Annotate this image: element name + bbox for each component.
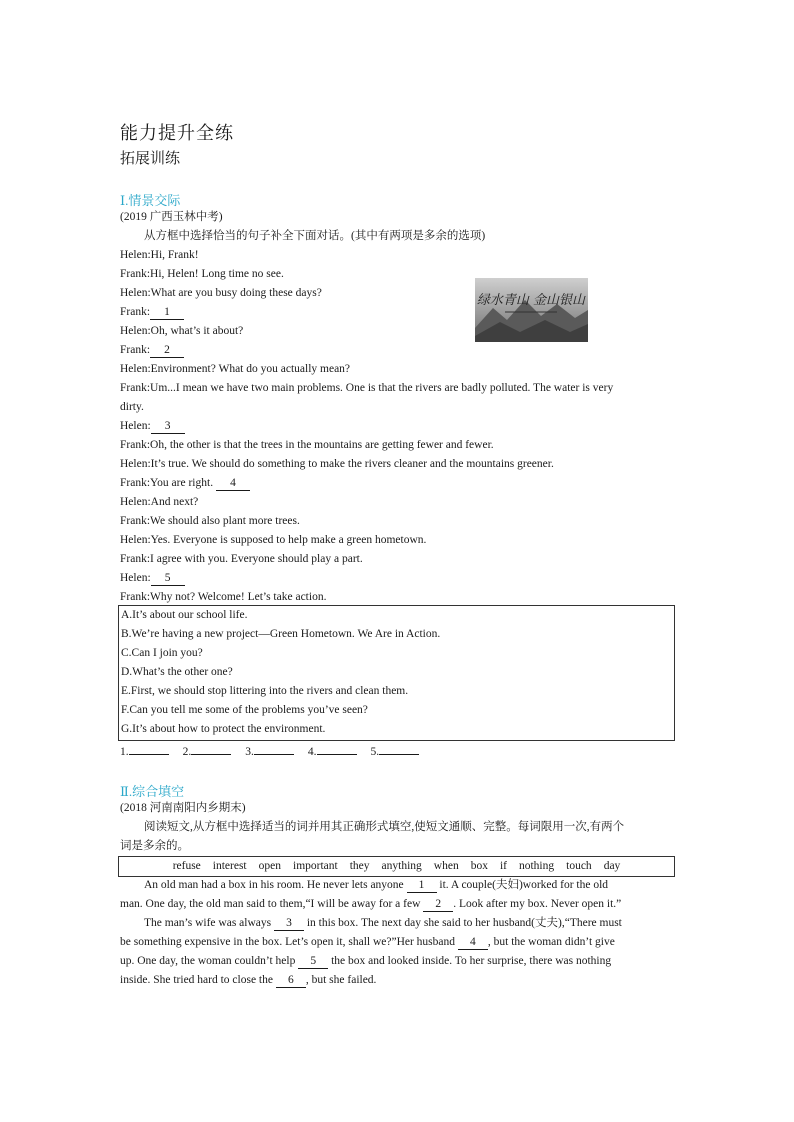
passage-text: inside. She tried hard to close the (120, 974, 276, 986)
passage-text: it. A couple(夫妇)worked for the old (436, 879, 609, 891)
option-item: D.What’s the other one? (121, 666, 233, 678)
answer-slot[interactable] (245, 746, 294, 758)
dialogue-line (120, 360, 675, 379)
dialogue-text: Environment? What do you actually mean? (150, 363, 351, 375)
dialogue-line (120, 493, 675, 512)
passage-text: be something expensive in the box. Let’s open it, shall we?”Her husband (120, 936, 458, 948)
instruction-text: 从方框中选择恰当的句子补全下面对话。(其中有两项是多余的选项) (144, 230, 486, 242)
dialogue-line (120, 341, 675, 360)
section2-heading: Ⅱ.综合填空 (120, 784, 185, 799)
speaker-label: Frank: (120, 591, 151, 603)
dialogue-text: Oh, what’s it about? (150, 325, 244, 337)
section2-instruction-2: 词是多余的。 (120, 840, 189, 852)
passage-text: An old man had a box in his room. He never lets anyone (144, 879, 407, 891)
option-item: B.We’re having a new project—Green Hometown. We Are in Action. (121, 628, 441, 640)
option-item: C.Can I join you? (121, 647, 203, 659)
speaker-label: Frank: (120, 477, 151, 489)
dialogue-line (120, 455, 675, 474)
dialogue-text: Hi, Helen! Long time no see. (150, 268, 284, 280)
passage-text: in this box. The next day she said to her husband(丈夫),“There must (303, 917, 622, 929)
answer-slot[interactable] (371, 746, 420, 758)
answer-blank-3[interactable]: 3 (151, 419, 185, 434)
word-bank-item: when (433, 860, 459, 872)
speaker-label: Helen: (120, 249, 151, 261)
instruction-text: 阅读短文,从方框中选择适当的词并用其正确形式填空,使短文通顺、完整。每词限用一次,有两个 (144, 821, 625, 833)
answer-number: 1. (120, 746, 129, 758)
passage-line (120, 876, 699, 895)
passage-text: the box and looked inside. To her surprise, there was nothing (328, 955, 612, 967)
answer-number: 4. (307, 746, 317, 758)
speaker-label: Frank: (120, 439, 151, 451)
speaker-label: Helen: (120, 420, 151, 432)
option-item: E.First, we should stop littering into the rivers and clean them. (121, 685, 409, 697)
answer-blank-1[interactable]: 1 (150, 305, 184, 320)
dialogue-line (120, 322, 675, 341)
passage-line (120, 914, 699, 933)
dialogue-line (120, 398, 675, 417)
passage-line (120, 971, 675, 990)
passage-line (120, 933, 675, 952)
speaker-label: Helen: (120, 534, 151, 546)
speaker-label: Frank: (120, 515, 151, 527)
dialogue-text: We should also plant more trees. (150, 515, 300, 527)
dialogue-text: And next? (150, 496, 199, 508)
word-bank-item: nothing (518, 860, 555, 872)
word-bank-item: day (603, 860, 621, 872)
answer-blank-2[interactable]: 2 (150, 343, 184, 358)
dialogue-text: What are you busy doing these days? (150, 287, 322, 299)
answer-slot[interactable] (183, 746, 232, 758)
speaker-label: Helen: (120, 325, 151, 337)
dialogue-text: Oh, the other is that the trees in the mountains are getting fewer and fewer. (150, 439, 494, 451)
speaker-label: Frank: (120, 268, 151, 280)
speaker-label: Helen: (120, 458, 151, 470)
dialogue-text: dirty. (120, 401, 144, 413)
passage-blank-6[interactable]: 6 (276, 973, 306, 988)
passage-text: , but she failed. (305, 974, 377, 986)
passage-line (120, 952, 675, 971)
word-bank-item: box (470, 860, 488, 872)
word-bank-item: they (349, 860, 370, 872)
answer-row (120, 742, 433, 762)
dialogue-text: Hi, Frank! (150, 249, 199, 261)
dialogue-text: You are right. (150, 477, 216, 489)
dialogue-line (120, 474, 675, 493)
section1-instruction (120, 227, 699, 246)
answer-underline[interactable] (317, 742, 357, 755)
answer-number: 2. (182, 746, 192, 758)
section1-source: (2019 广西玉林中考) (120, 211, 223, 223)
answer-blank-4[interactable]: 4 (216, 476, 250, 491)
dialogue-line (120, 550, 675, 569)
passage-text: . Look after my box. Never open it.” (453, 898, 622, 910)
word-bank-item: touch (566, 860, 592, 872)
passage-text: man. One day, the old man said to them,“I will be away for a few (120, 898, 424, 910)
answer-underline[interactable] (129, 742, 169, 755)
word-bank-box (118, 856, 675, 877)
dialogue-line (120, 246, 675, 265)
speaker-label: Frank: (120, 344, 151, 356)
word-bank-item: anything (381, 860, 422, 872)
dialogue-line (120, 379, 675, 398)
answer-number: 5. (370, 746, 380, 758)
slogan-image (475, 278, 588, 342)
dialogue-text: Why not? Welcome! Let’s take action. (150, 591, 327, 603)
passage-text: up. One day, the woman couldn’t help (120, 955, 299, 967)
dialogue-line (120, 531, 675, 550)
page-subtitle: 拓展训练 (120, 151, 181, 167)
option-item: G.It’s about how to protect the environment. (121, 723, 326, 735)
passage-blank-2[interactable]: 2 (423, 897, 453, 912)
dialogue-line (120, 512, 675, 531)
speaker-label: Helen: (120, 287, 151, 299)
passage-blank-3[interactable]: 3 (274, 916, 304, 931)
dialogue-line (120, 569, 675, 588)
answer-number: 3. (245, 746, 254, 758)
word-bank-item: open (258, 860, 281, 872)
dialogue-line (120, 436, 675, 455)
passage-line (120, 895, 675, 914)
dialogue-line (120, 284, 675, 303)
passage-blank-4[interactable]: 4 (458, 935, 488, 950)
option-item: A.It’s about our school life. (121, 609, 248, 621)
speaker-label: Frank: (120, 553, 151, 565)
svg-text:绿水青山 金山银山: 绿水青山 金山银山 (476, 293, 586, 308)
speaker-label: Helen: (120, 572, 151, 584)
word-bank-item: if (499, 860, 507, 872)
section2-instruction-1 (120, 818, 699, 837)
dialogue-line (120, 265, 675, 284)
passage-blank-1[interactable]: 1 (407, 878, 437, 893)
options-box (118, 605, 675, 741)
answer-underline[interactable] (191, 742, 231, 755)
answer-blank-5[interactable]: 5 (151, 571, 185, 586)
passage-blank-5[interactable]: 5 (298, 954, 328, 969)
speaker-label: Helen: (120, 496, 151, 508)
answer-slot[interactable] (120, 746, 169, 758)
word-bank-item: interest (212, 860, 247, 872)
dialogue-line (120, 303, 675, 322)
option-item: F.Can you tell me some of the problems you’ve seen? (121, 704, 368, 716)
passage-text: , but the woman didn’t give (487, 936, 615, 948)
answer-underline[interactable] (379, 742, 419, 755)
answer-underline[interactable] (254, 742, 294, 755)
speaker-label: Helen: (120, 363, 151, 375)
answer-slot[interactable] (308, 746, 357, 758)
section1-heading: Ⅰ.情景交际 (120, 193, 181, 208)
word-bank-item: refuse (172, 860, 201, 872)
speaker-label: Frank: (120, 306, 151, 318)
dialogue-text: I agree with you. Everyone should play a part. (150, 553, 363, 565)
dialogue-text: It’s true. We should do something to make the rivers cleaner and the mountains greener. (150, 458, 554, 470)
dialogue-text: Yes. Everyone is supposed to help make a green hometown. (150, 534, 427, 546)
dialogue-text: Um...I mean we have two main problems. One is that the rivers are badly polluted. The water is very (150, 382, 614, 394)
page-title: 能力提升全练 (120, 123, 234, 143)
dialogue-line (120, 417, 675, 436)
speaker-label: Frank: (120, 382, 151, 394)
section2-source: (2018 河南南阳内乡期末) (120, 802, 246, 814)
word-bank-item: important (293, 860, 338, 872)
passage-text: The man’s wife was always (144, 917, 274, 929)
